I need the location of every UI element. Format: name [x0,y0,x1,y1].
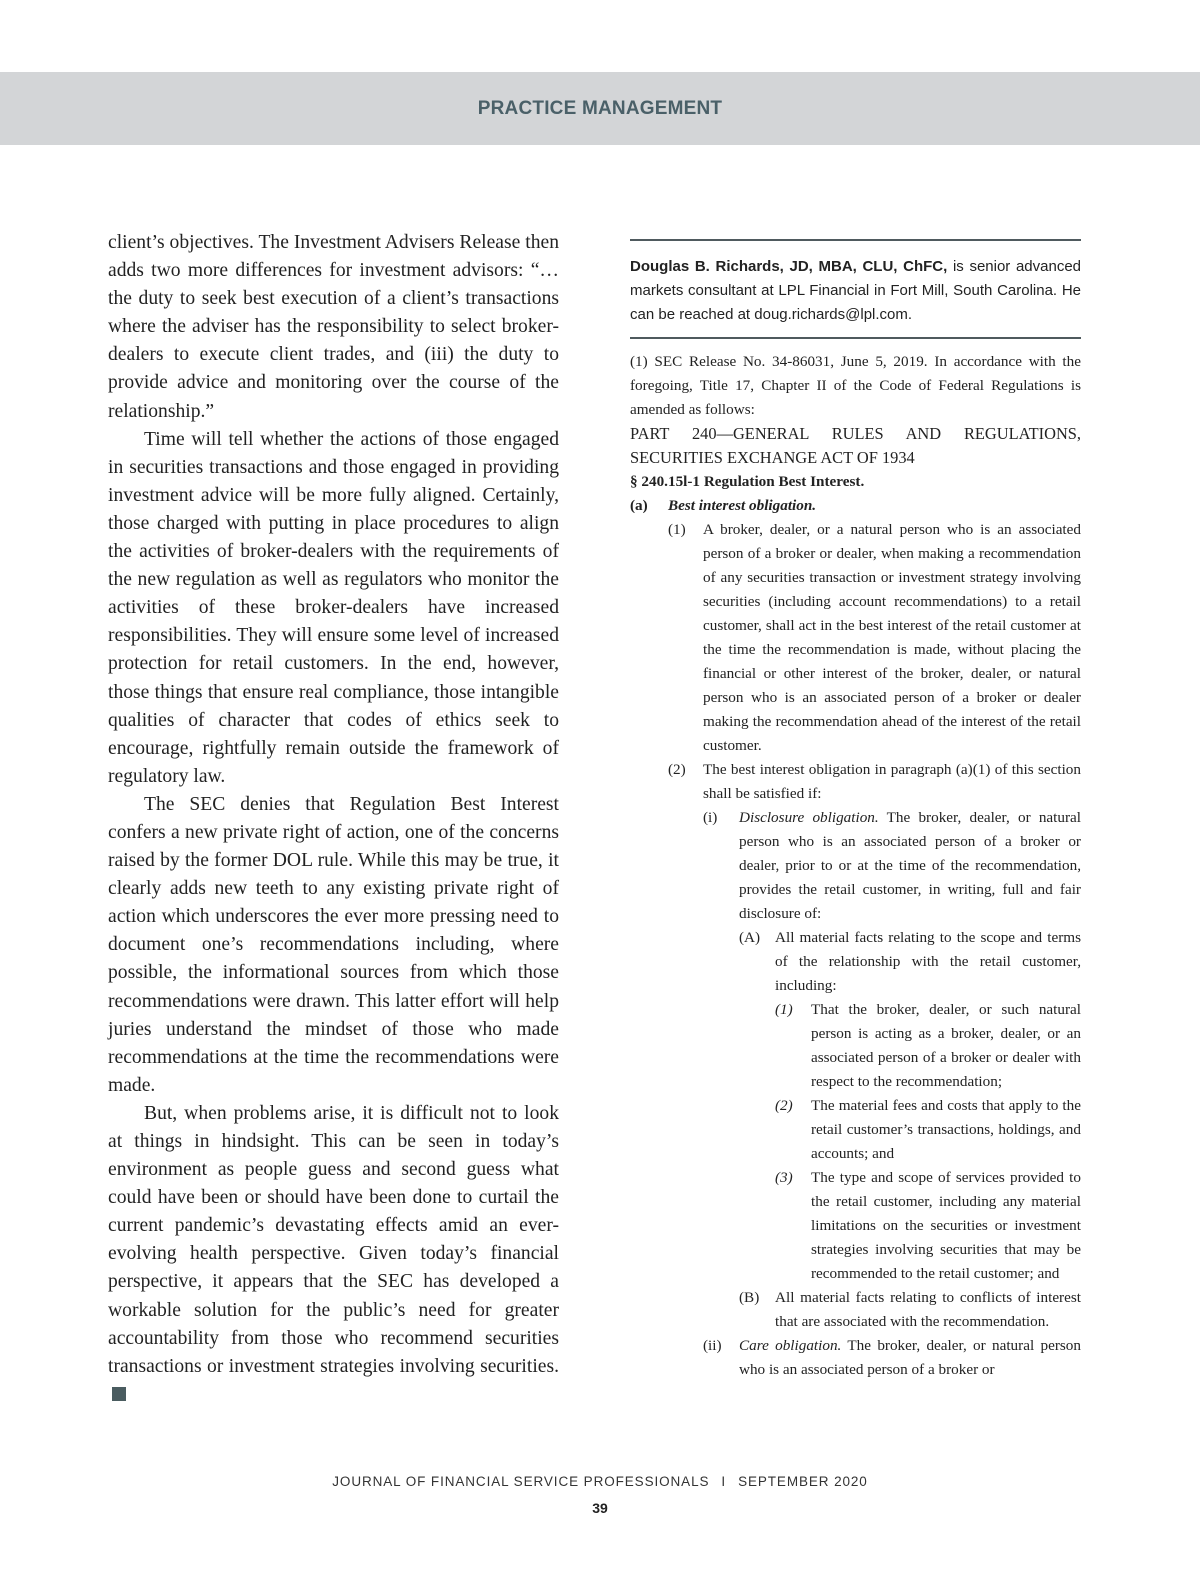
paragraph: Time will tell whether the actions of those engaged in securities transactions and those engaged in providing investment advice will be more fully aligned. Certainly, those charged with putting in place procedures to align the activities of broker-dealers with the requirements of the new regulation as well as regulators who monitor the activities of these broker-dealers have increased responsibilities. They will ensure some level of increased protection for retail customers. In the end, however, those things that ensure real compliance, those intangible qualities of character that codes of ethics seek to encourage, rightfully remain outside the framework of regulatory law. [108,428,559,787]
list-item [775,1094,1081,1166]
paragraph-text: But, when problems arise, it is difficult not to look at things in hindsight. This can be seen in today’s environment as people guess and second guess what could have been or should have been done to curtail the current pandemic’s devastating effects amid an ever-evolving health perspective. Given today’s financial perspective, it appears that the SEC has developed a workable solution for the public’s need for greater accountability from those who recommend securities transactions or investment strategies involving securities. [108,1102,559,1377]
paragraph-final [108,1100,559,1409]
item-number: (a) [630,497,648,514]
regulation-part: PART 240—GENERAL RULES AND REGULATIONS, SECURITIES EXCHANGE ACT OF 1934 [630,424,1081,467]
end-mark-icon [112,1387,126,1401]
item-number: (i) [703,809,718,826]
item-number: (B) [739,1289,760,1306]
regulation-text [630,350,1081,1382]
divider-top [630,239,1081,241]
item-number: (A) [739,929,761,946]
item-text: The type and scope of services provided to the retail customer, including any material limitations on the securities or investment strategies involving securities that may be recommended to the retail customer; and [811,1169,1081,1282]
item-text: All material facts relating to the scope and terms of the relationship with the retail customer, including: [775,929,1081,994]
item-text [739,806,1081,926]
list-item [630,494,1081,518]
item-number: (ii) [703,1337,722,1354]
item-text: All material facts relating to conflicts of interest that are associated with the recommendation. [775,1289,1081,1330]
item-title: Disclosure obligation. [739,809,879,826]
journal-name: JOURNAL OF FINANCIAL SERVICE PROFESSIONALS [332,1474,710,1489]
item-number: (2) [775,1097,793,1114]
item-text: A broker, dealer, or a natural person who is an associated person of a broker or dealer, when making a recommendation of any securities transaction or investment strategy involving securities (including account recommendations) to a retail customer, shall act in the best interest of the retail customer at the time the recommendation is made, without placing the financial or other interest of the broker, dealer, or natural person who is an associated person of a broker or dealer making the recommendation ahead of the interest of the retail customer. [703,521,1081,754]
list-item [703,1334,1081,1382]
paragraph: client’s objectives. The Investment Advisers Release then adds two more differences for investment advisors: “… the duty to seek best execution of a client’s transactions where the adviser has the responsibility to select broker-dealers to execute client trades, and (iii) the duty to provide advice and monitoring over the course of the relationship.” [108,232,559,422]
author-bio-text: is senior advanced markets consultant at LPL Financial in Fort Mill, South Carolina. He can be reached at doug.richards@lpl.com. [630,258,1082,323]
paragraph: The SEC denies that Regulation Best Interest confers a new private right of action, one of the concerns raised by the former DOL rule. While this may be true, it clearly adds new teeth to any existing private right of action which underscores the ever more pressing need to document one’s recommendations including, where possible, the informational sources from which those recommendations were drawn. This latter effort will help juries understand the mindset of those who made recommendations at the time the recommendations were made. [108,793,559,1096]
item-number: (1) [668,521,686,538]
item-number: (2) [668,761,686,778]
footer-separator: I [721,1474,727,1489]
regulation-intro: (1) SEC Release No. 34-86031, June 5, 2019. In accordance with the foregoing, Title 17, Chapter II of the Code of Federal Regulations is amended as follows: [630,353,1081,418]
item-body: The broker, dealer, or natural person who is an associated person of a broker or [739,1337,1081,1378]
author-name: Douglas B. Richards, JD, MBA, CLU, ChFC, [630,258,948,275]
list-item [775,1166,1081,1286]
item-body: The broker, dealer, or natural person who is an associated person of a broker or dealer, prior to or at the time of the recommendation, provides the retail customer, in writing, full and fair disclosure of: [739,809,1082,922]
issue-date: SEPTEMBER 2020 [738,1474,868,1489]
list-item [739,926,1081,998]
item-title: Care obligation. [739,1337,842,1354]
item-text: The best interest obligation in paragraph (a)(1) of this section shall be satisfied if: [703,761,1081,802]
author-bio [630,255,1081,327]
list-item [775,998,1081,1094]
regulation-section: § 240.15l-1 Regulation Best Interest. [630,473,865,490]
list-item [668,518,1081,758]
item-number: (1) [775,1001,793,1018]
item-title: Best interest obligation. [668,497,817,514]
page-number: 39 [592,1500,608,1516]
page-footer [0,1474,1200,1489]
list-item [739,1286,1081,1334]
section-title: PRACTICE MANAGEMENT [477,98,723,119]
item-text: That the broker, dealer, or such natural person is acting as a broker, dealer, or an associated person of a broker or dealer with respect to the recommendation; [811,1001,1081,1090]
list-item [668,758,1081,806]
item-number: (3) [775,1169,793,1186]
article-left-column [108,229,559,1409]
divider-bottom [630,337,1081,339]
item-text: The material fees and costs that apply to the retail customer’s transactions, holdings, and accounts; and [811,1097,1081,1162]
list-item [703,806,1081,926]
item-text [739,1334,1081,1382]
